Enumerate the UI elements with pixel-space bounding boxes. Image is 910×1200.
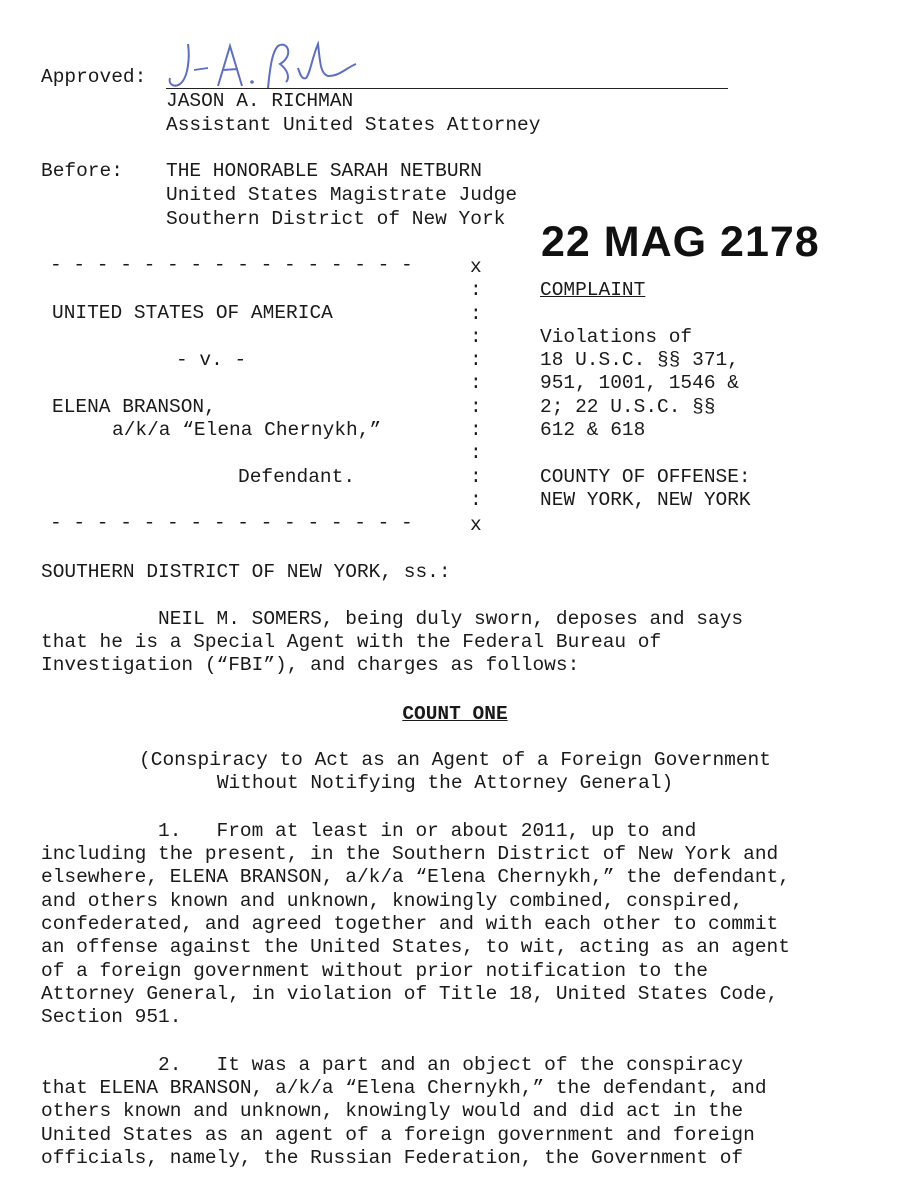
caption-colon: :	[470, 303, 482, 325]
violations-line: 951, 1001, 1546 &	[540, 372, 739, 394]
paragraph1-line: and others known and unknown, knowingly combined, conspired,	[41, 890, 744, 912]
caption-top-dashes: - - - - - - - - - - - - - - - -	[50, 254, 413, 276]
caption-colon: :	[470, 466, 482, 488]
caption-colon: :	[470, 442, 482, 464]
count-subtitle-line: (Conspiracy to Act as an Agent of a Foreign Government	[139, 749, 771, 771]
caption-bottom-x: x	[470, 514, 482, 536]
judge-role: United States Magistrate Judge	[166, 184, 518, 206]
paragraph2-line: that ELENA BRANSON, a/k/a “Elena Chernykh,” the defendant, and	[41, 1077, 767, 1099]
versus-label: - v. -	[176, 349, 247, 371]
caption-colon: :	[470, 326, 482, 348]
caption-bottom-dashes: - - - - - - - - - - - - - - - -	[50, 512, 413, 534]
caption-colon: :	[470, 279, 482, 301]
case-number-stamp: 22 MAG 2178	[541, 218, 820, 266]
paragraph1-line: 1. From at least in or about 2011, up to and	[41, 820, 697, 842]
signature-line	[166, 88, 728, 89]
intro-line: that he is a Special Agent with the Federal Bureau of	[41, 631, 662, 653]
paragraph2-line: officials, namely, the Russian Federation, the Government of	[41, 1147, 744, 1169]
count-heading: COUNT ONE	[402, 703, 508, 725]
paragraph2-line: others known and unknown, knowingly would and did act in the	[41, 1100, 744, 1122]
county-value: NEW YORK, NEW YORK	[540, 489, 751, 511]
judge-district: Southern District of New York	[166, 208, 506, 230]
intro-line: NEIL M. SOMERS, being duly sworn, deposes and says	[41, 608, 744, 630]
complaint-heading: COMPLAINT	[540, 279, 646, 301]
paragraph1-line: including the present, in the Southern District of New York and	[41, 843, 779, 865]
paragraph2-line: United States as an agent of a foreign government and foreign	[41, 1124, 755, 1146]
paragraph2-line: 2. It was a part and an object of the conspiracy	[41, 1054, 744, 1076]
caption-top-x: x	[470, 256, 482, 278]
violations-line: 612 & 618	[540, 419, 646, 441]
paragraph1-line: Attorney General, in violation of Title 18, United States Code,	[41, 983, 779, 1005]
caption-colon: :	[470, 349, 482, 371]
paragraph1-line: Section 951.	[41, 1006, 182, 1028]
paragraph1-line: of a foreign government without prior notification to the	[41, 960, 709, 982]
defendant-name: ELENA BRANSON,	[52, 396, 216, 418]
violations-line: 18 U.S.C. §§ 371,	[540, 349, 739, 371]
caption-colon: :	[470, 489, 482, 511]
judge-name: THE HONORABLE SARAH NETBURN	[166, 160, 482, 182]
approver-title: Assistant United States Attorney	[166, 114, 541, 136]
caption-colon: :	[470, 396, 482, 418]
before-label: Before:	[41, 160, 123, 182]
count-subtitle-line: Without Notifying the Attorney General)	[216, 772, 674, 794]
caption-colon: :	[470, 419, 482, 441]
approved-label: Approved:	[41, 66, 147, 88]
defendant-label: Defendant.	[238, 466, 356, 488]
caption-colon: :	[470, 372, 482, 394]
violations-line: Violations of	[540, 326, 693, 348]
violations-line: 2; 22 U.S.C. §§	[540, 396, 716, 418]
paragraph1-line: an offense against the United States, to wit, acting as an agent	[41, 936, 790, 958]
venue-line: SOUTHERN DISTRICT OF NEW YORK, ss.:	[41, 561, 451, 583]
paragraph1-line: elsewhere, ELENA BRANSON, a/k/a “Elena Chernykh,” the defendant,	[41, 866, 790, 888]
defendant-alias: a/k/a “Elena Chernykh,”	[112, 419, 382, 441]
plaintiff-name: UNITED STATES OF AMERICA	[52, 302, 333, 324]
intro-line: Investigation (“FBI”), and charges as follows:	[41, 654, 580, 676]
paragraph1-line: confederated, and agreed together and with each other to commit	[41, 913, 779, 935]
approver-name: JASON A. RICHMAN	[166, 90, 354, 112]
county-label: COUNTY OF OFFENSE:	[540, 466, 751, 488]
